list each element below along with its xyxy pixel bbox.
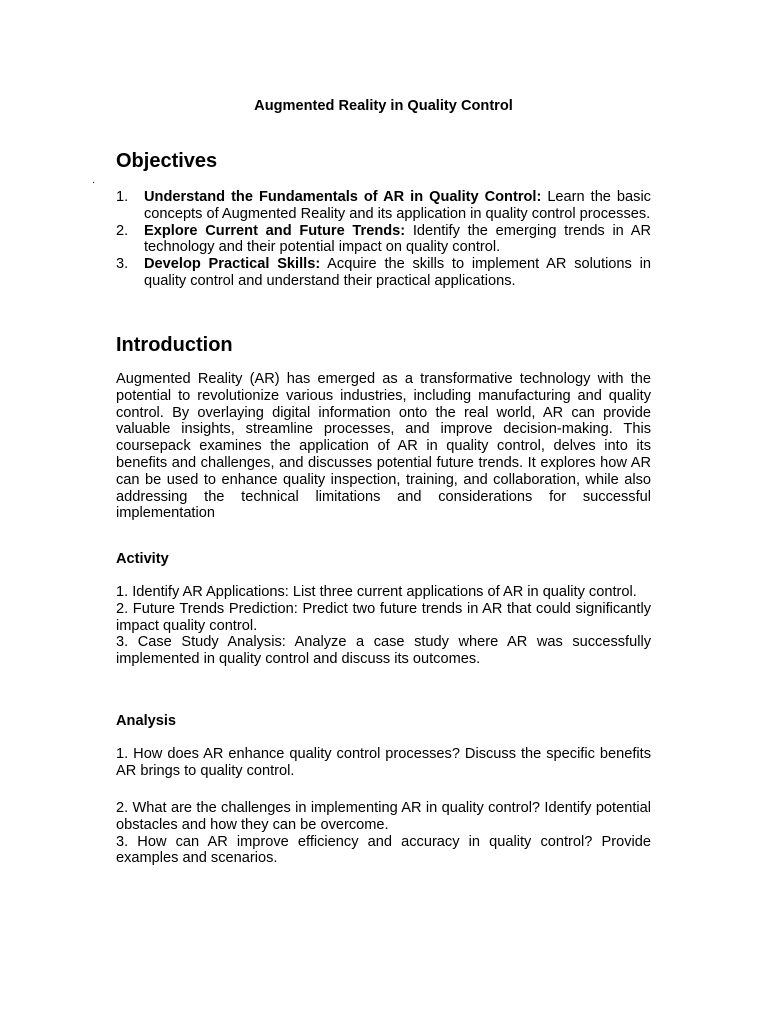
activity-item: 3. Case Study Analysis: Analyze a case study where AR was successfully implemented in quality control and discuss its outcomes.	[116, 634, 651, 668]
stray-marker: ·	[92, 177, 96, 188]
analysis-list-rest	[116, 800, 651, 867]
objective-text: Identify the emerging trends in AR technology and their potential impact on quality control.	[144, 222, 651, 256]
document-title: Augmented Reality in Quality Control	[254, 98, 513, 114]
activity-item: 1. Identify AR Applications: List three current applications of AR in quality control.	[116, 584, 637, 600]
objectives-heading: Objectives	[116, 150, 218, 172]
activity-heading: Activity	[116, 551, 169, 567]
analysis-item: 3. How can AR improve efficiency and accuracy in quality control? Provide examples and scenarios.	[116, 833, 651, 867]
objective-text: Acquire the skills to implement AR solutions in quality control and understand their practical applications.	[144, 256, 651, 289]
activity-list	[116, 584, 651, 668]
analysis-item: 1. How does AR enhance quality control processes? Discuss the specific benefits AR brings to quality control.	[116, 746, 651, 779]
analysis-item: 2. What are the challenges in implementing AR in quality control? Identify potential obstacles and how they can be overcome.	[116, 800, 651, 833]
objective-number: 2.	[116, 222, 129, 239]
analysis-heading: Analysis	[116, 713, 177, 729]
objective-title: Explore Current and Future Trends:	[144, 222, 406, 239]
introduction-paragraph: Augmented Reality (AR) has emerged as a transformative technology with the potential to revolutionize various industries, including manufacturing and quality control. By overlaying digital information onto the real world, AR can provide valuable insights, streamline processes, and improve decision-making. This coursepack examines the application of AR in quality control, delves into its benefits and challenges, and discusses potential future trends. It explores how AR can be used to enhance quality inspection, training, and collaboration, while also addressing the technical limitations and considerations for successful implementation	[116, 371, 651, 522]
objective-item	[116, 256, 651, 290]
objective-number: 1.	[116, 189, 129, 205]
analysis-list-first	[116, 746, 651, 780]
activity-item: 2. Future Trends Prediction: Predict two future trends in AR that could significantly impact quality control.	[116, 600, 651, 634]
objective-title: Develop Practical Skills:	[144, 256, 321, 273]
objective-number: 3.	[116, 256, 129, 273]
objective-title: Understand the Fundamentals of AR in Quality Control:	[144, 189, 542, 205]
objective-text: Learn the basic concepts of Augmented Reality and its application in quality control processes.	[144, 189, 651, 222]
objective-item	[116, 189, 651, 223]
introduction-heading: Introduction	[116, 334, 233, 356]
objective-item	[116, 223, 651, 257]
objectives-list	[116, 189, 651, 290]
